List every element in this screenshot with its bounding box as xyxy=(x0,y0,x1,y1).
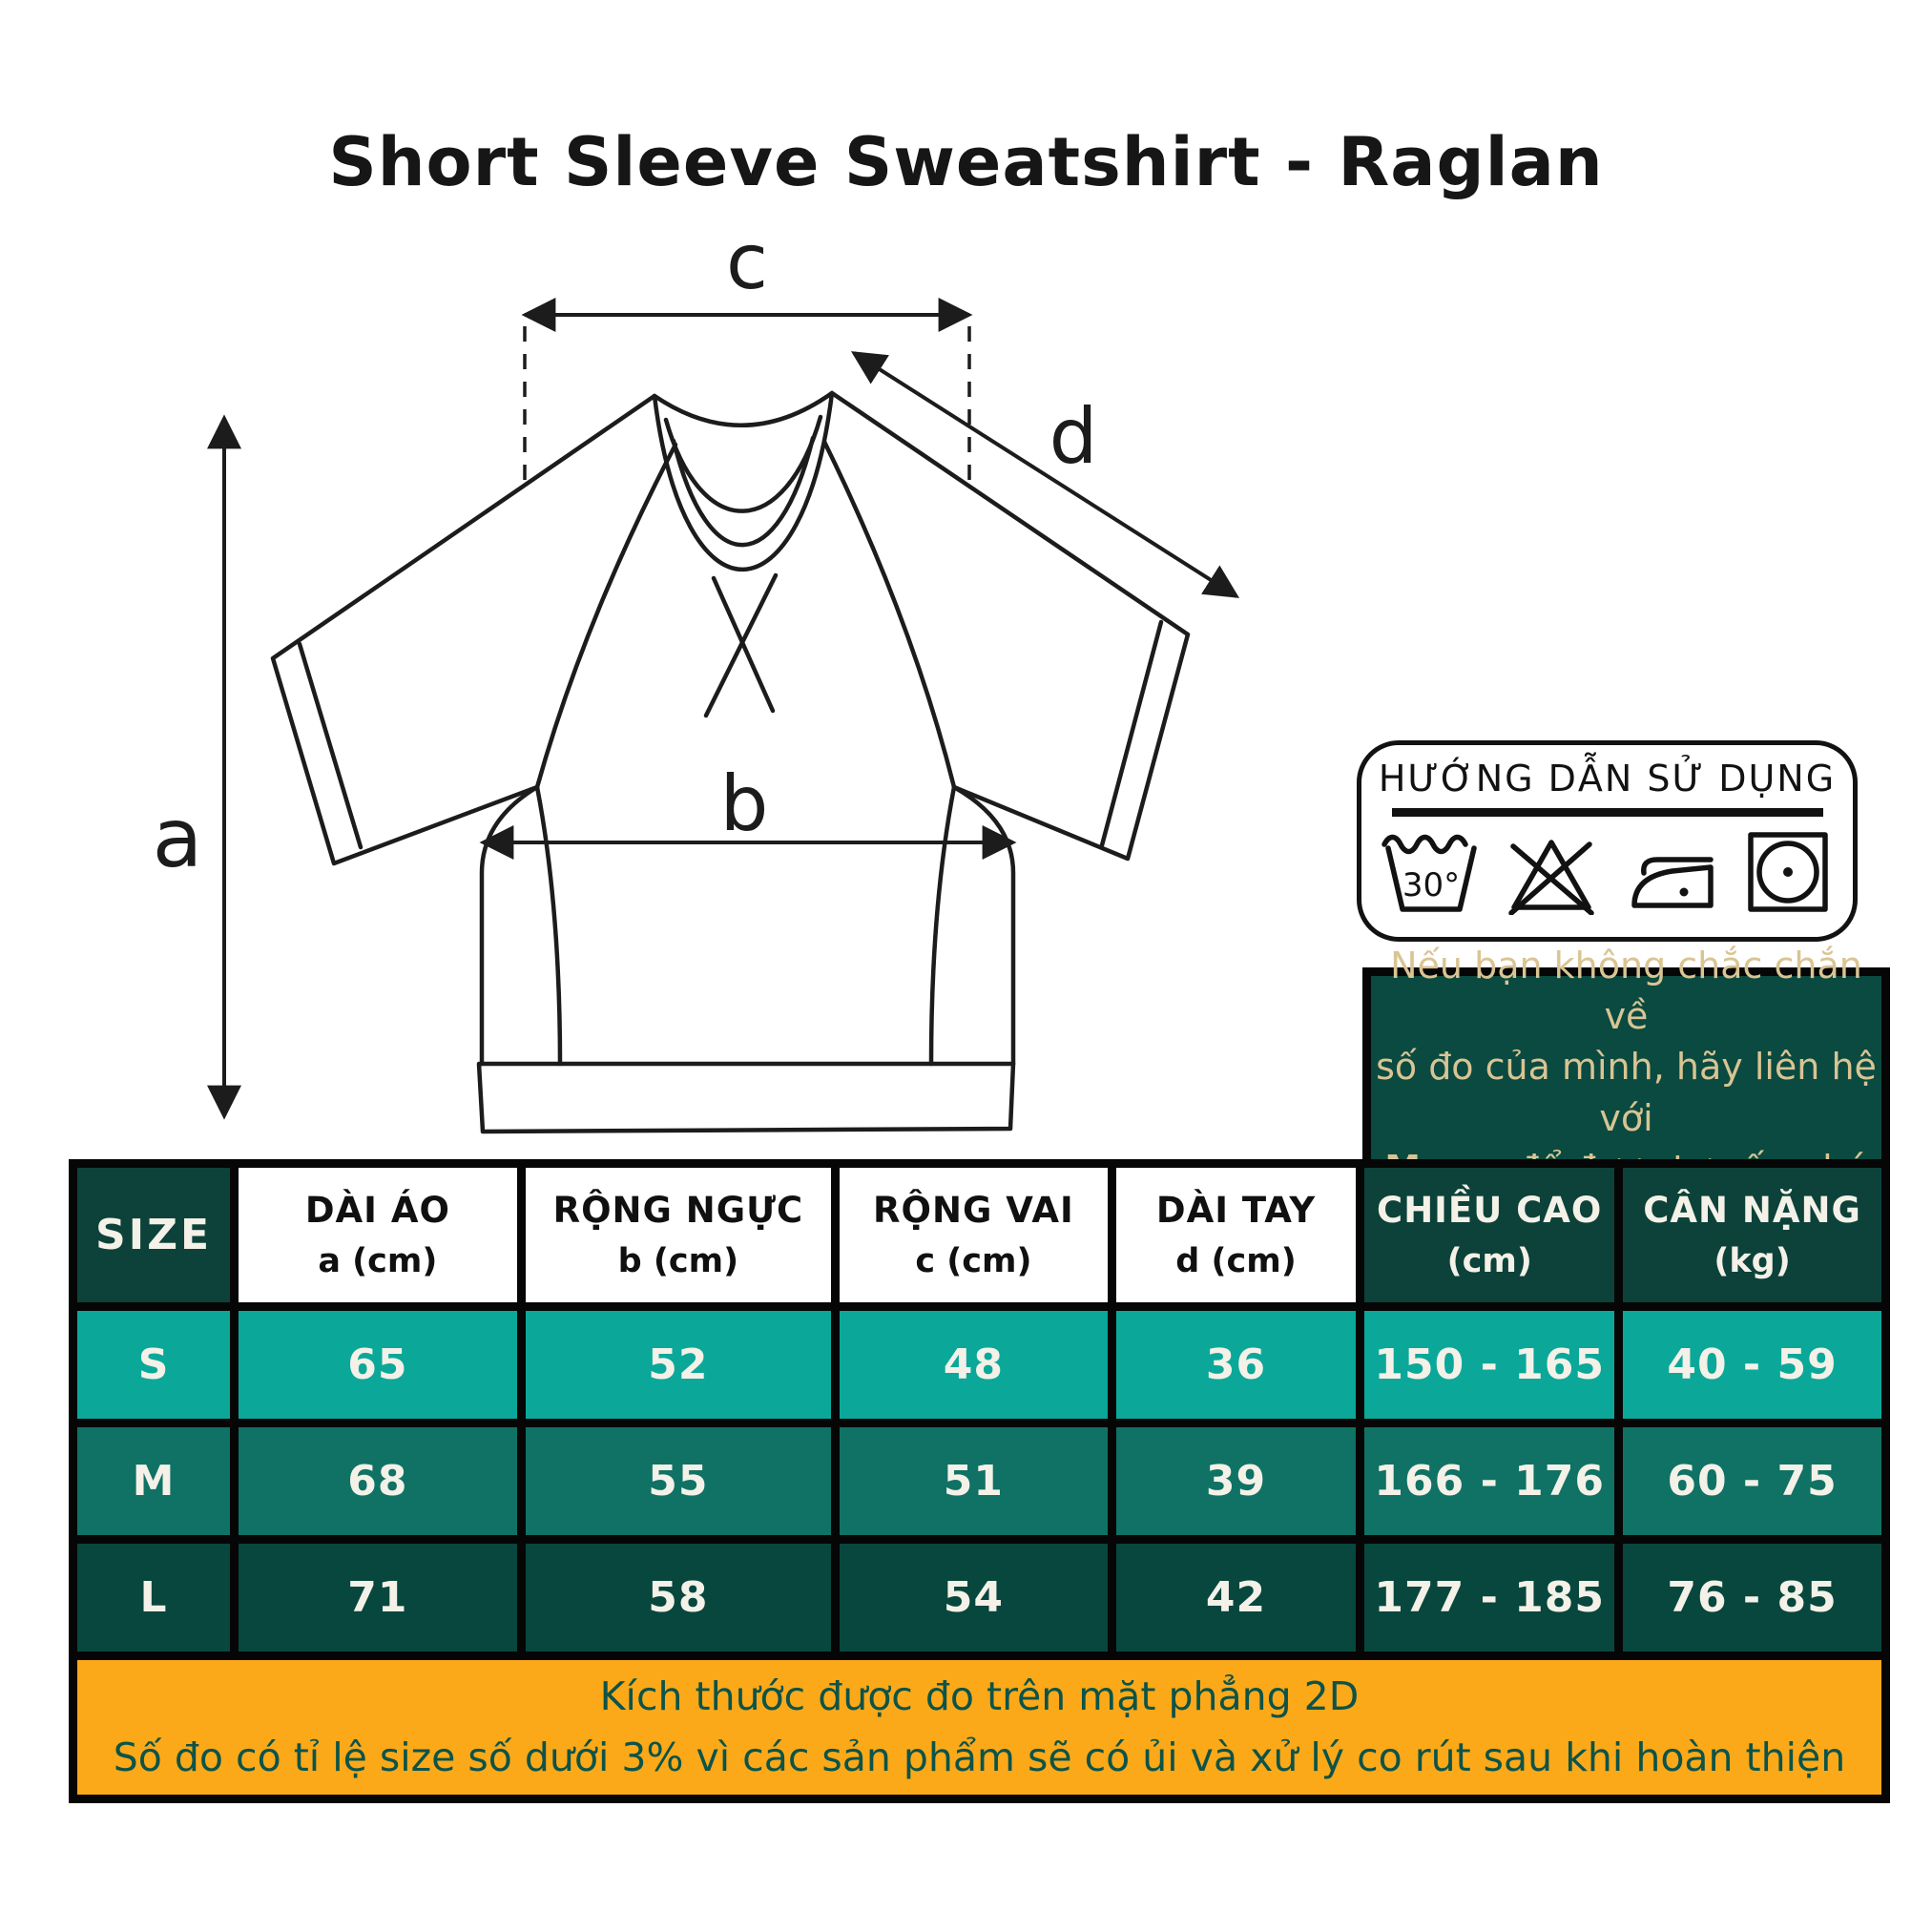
table-footer-row xyxy=(73,1656,1886,1799)
shirt-measurement-diagram xyxy=(143,162,1307,1145)
value-cell: 54 xyxy=(836,1540,1112,1656)
note-line-2: số đo của mình, hãy liên hệ với xyxy=(1376,1046,1877,1139)
label-d: d xyxy=(1049,392,1098,481)
measurement-advice-note xyxy=(1362,945,1890,1168)
page-title: Short Sleeve Sweatshirt - Raglan xyxy=(328,122,1604,201)
value-cell: 60 - 75 xyxy=(1619,1423,1886,1540)
iron-low-heat-icon xyxy=(1623,827,1718,915)
header-cell-size: SIZE xyxy=(73,1164,235,1307)
value-cell: 76 - 85 xyxy=(1619,1540,1886,1656)
note-line-1: Nếu bạn không chắc chắn về xyxy=(1390,945,1862,1038)
value-cell: 150 - 165 xyxy=(1361,1307,1619,1423)
disclaimer-line-2: Số đo có tỉ lệ size số dưới 3% vì các sản phẩm sẽ có ủi và xử lý co rút sau khi hoàn thiện xyxy=(113,1734,1846,1780)
do-not-bleach-icon xyxy=(1504,827,1599,915)
value-cell: 65 xyxy=(235,1307,522,1423)
care-icons-row xyxy=(1381,827,1834,915)
value-cell: 48 xyxy=(836,1307,1112,1423)
table-row-size-m xyxy=(73,1423,1886,1540)
value-cell: 42 xyxy=(1111,1540,1361,1656)
value-cell: 51 xyxy=(836,1423,1112,1540)
measurement-disclaimer xyxy=(73,1656,1886,1799)
value-cell: 55 xyxy=(521,1423,835,1540)
table-header-row xyxy=(73,1164,1886,1307)
table-row-size-l xyxy=(73,1540,1886,1656)
disclaimer-line-1: Kích thước được đo trên mặt phẳng 2D xyxy=(599,1672,1360,1719)
tumble-dry-icon xyxy=(1741,827,1833,915)
label-b: b xyxy=(719,759,769,848)
value-cell: 58 xyxy=(521,1540,835,1656)
value-cell: 68 xyxy=(235,1423,522,1540)
label-c: c xyxy=(726,218,768,306)
header-cell-dai-tay: DÀI TAY d (cm) xyxy=(1111,1164,1361,1307)
care-divider xyxy=(1392,808,1823,817)
size-chart-table xyxy=(69,1159,1890,1803)
wash-30-icon xyxy=(1381,827,1481,915)
table-row-size-s xyxy=(73,1307,1886,1423)
value-cell: 40 - 59 xyxy=(1619,1307,1886,1423)
header-cell-dai-ao: DÀI ÁO a (cm) xyxy=(235,1164,522,1307)
value-cell: 36 xyxy=(1111,1307,1361,1423)
value-cell: 177 - 185 xyxy=(1361,1540,1619,1656)
value-cell: 71 xyxy=(235,1540,522,1656)
header-cell-can-nang: CÂN NẶNG (kg) xyxy=(1619,1164,1886,1307)
header-cell-rong-vai: RỘNG VAI c (cm) xyxy=(836,1164,1112,1307)
label-a: a xyxy=(152,791,203,886)
size-cell: M xyxy=(73,1423,235,1540)
size-cell: L xyxy=(73,1540,235,1656)
value-cell: 52 xyxy=(521,1307,835,1423)
value-cell: 166 - 176 xyxy=(1361,1423,1619,1540)
care-instructions-box xyxy=(1357,740,1858,942)
header-cell-chieu-cao: CHIỀU CAO (cm) xyxy=(1361,1164,1619,1307)
arrow-d xyxy=(854,353,1236,596)
svg-text:30°: 30° xyxy=(1402,866,1460,904)
care-instructions-title: HƯỚNG DẪN SỬ DỤNG xyxy=(1378,758,1837,800)
header-cell-rong-nguc: RỘNG NGỰC b (cm) xyxy=(521,1164,835,1307)
size-cell: S xyxy=(73,1307,235,1423)
value-cell: 39 xyxy=(1111,1423,1361,1540)
